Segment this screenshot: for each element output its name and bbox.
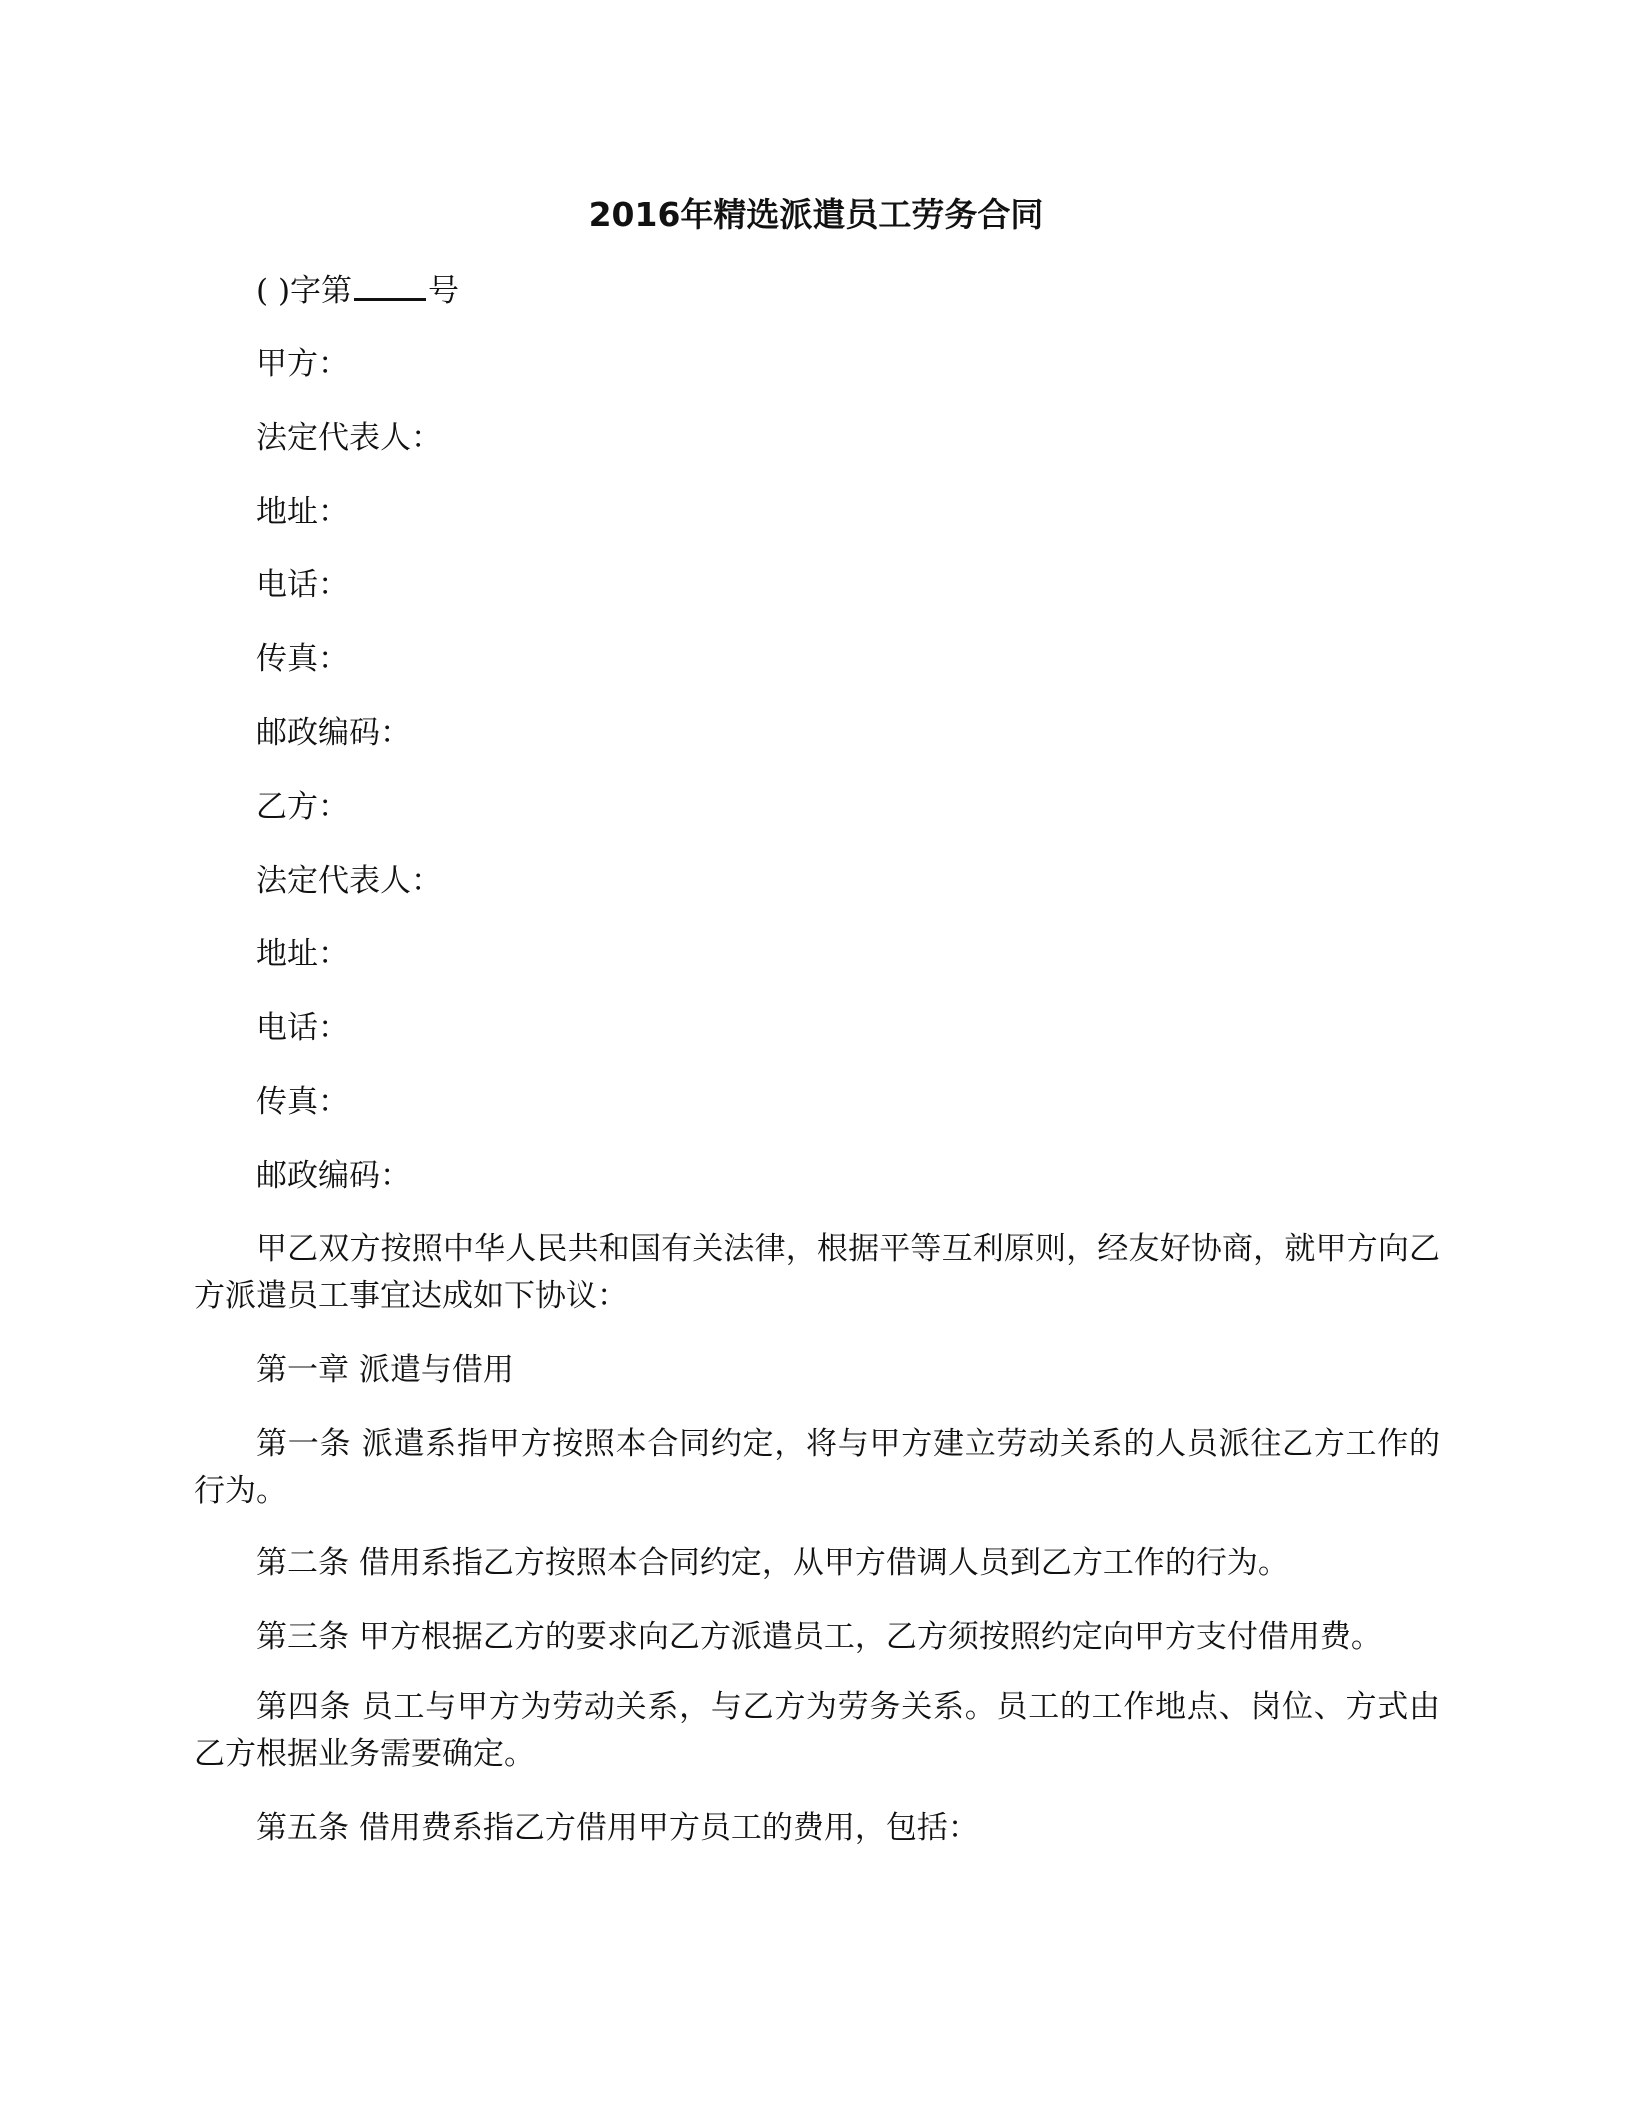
party-b-phone: 电话：	[256, 1010, 349, 1046]
chapter-heading: 第一章 派遣与借用	[256, 1352, 514, 1388]
party-a-label: 甲方：	[256, 346, 349, 382]
party-b-legal-rep: 法定代表人：	[256, 863, 442, 899]
article-4: 第四条 员工与甲方为劳动关系，与乙方为劳务关系。员工的工作地点、岗位、方式由乙方根据业务需要确定。	[194, 1689, 1440, 1772]
contract-number-line	[256, 268, 459, 313]
article-3: 第三条 甲方根据乙方的要求向乙方派遣员工，乙方须按照约定向甲方支付借用费。	[256, 1619, 1382, 1655]
article-2: 第二条 借用系指乙方按照本合同约定，从甲方借调人员到乙方工作的行为。	[256, 1545, 1289, 1581]
party-b-label: 乙方：	[256, 789, 349, 825]
contract-number-prefix: ( )字第	[256, 273, 353, 309]
party-a-postcode: 邮政编码：	[256, 715, 411, 751]
intro-paragraph: 甲乙双方按照中华人民共和国有关法律，根据平等互利原则，经友好协商，就甲方向乙方派遣员工事宜达成如下协议：	[194, 1231, 1440, 1314]
party-a-phone: 电话：	[256, 567, 349, 603]
party-a-legal-rep: 法定代表人：	[256, 420, 442, 456]
party-b-address: 地址：	[256, 936, 349, 972]
party-b-postcode: 邮政编码：	[256, 1158, 411, 1194]
article-1: 第一条 派遣系指甲方按照本合同约定，将与甲方建立劳动关系的人员派往乙方工作的行为。	[194, 1426, 1440, 1509]
party-b-fax: 传真：	[256, 1084, 349, 1120]
contract-number-blank	[354, 268, 426, 301]
document-title: 2016年精选派遣员工劳务合同	[588, 195, 1044, 234]
contract-number-suffix: 号	[428, 273, 460, 309]
party-a-fax: 传真：	[256, 641, 349, 677]
party-a-address: 地址：	[256, 494, 349, 530]
article-5: 第五条 借用费系指乙方借用甲方员工的费用，包括：	[256, 1810, 979, 1846]
